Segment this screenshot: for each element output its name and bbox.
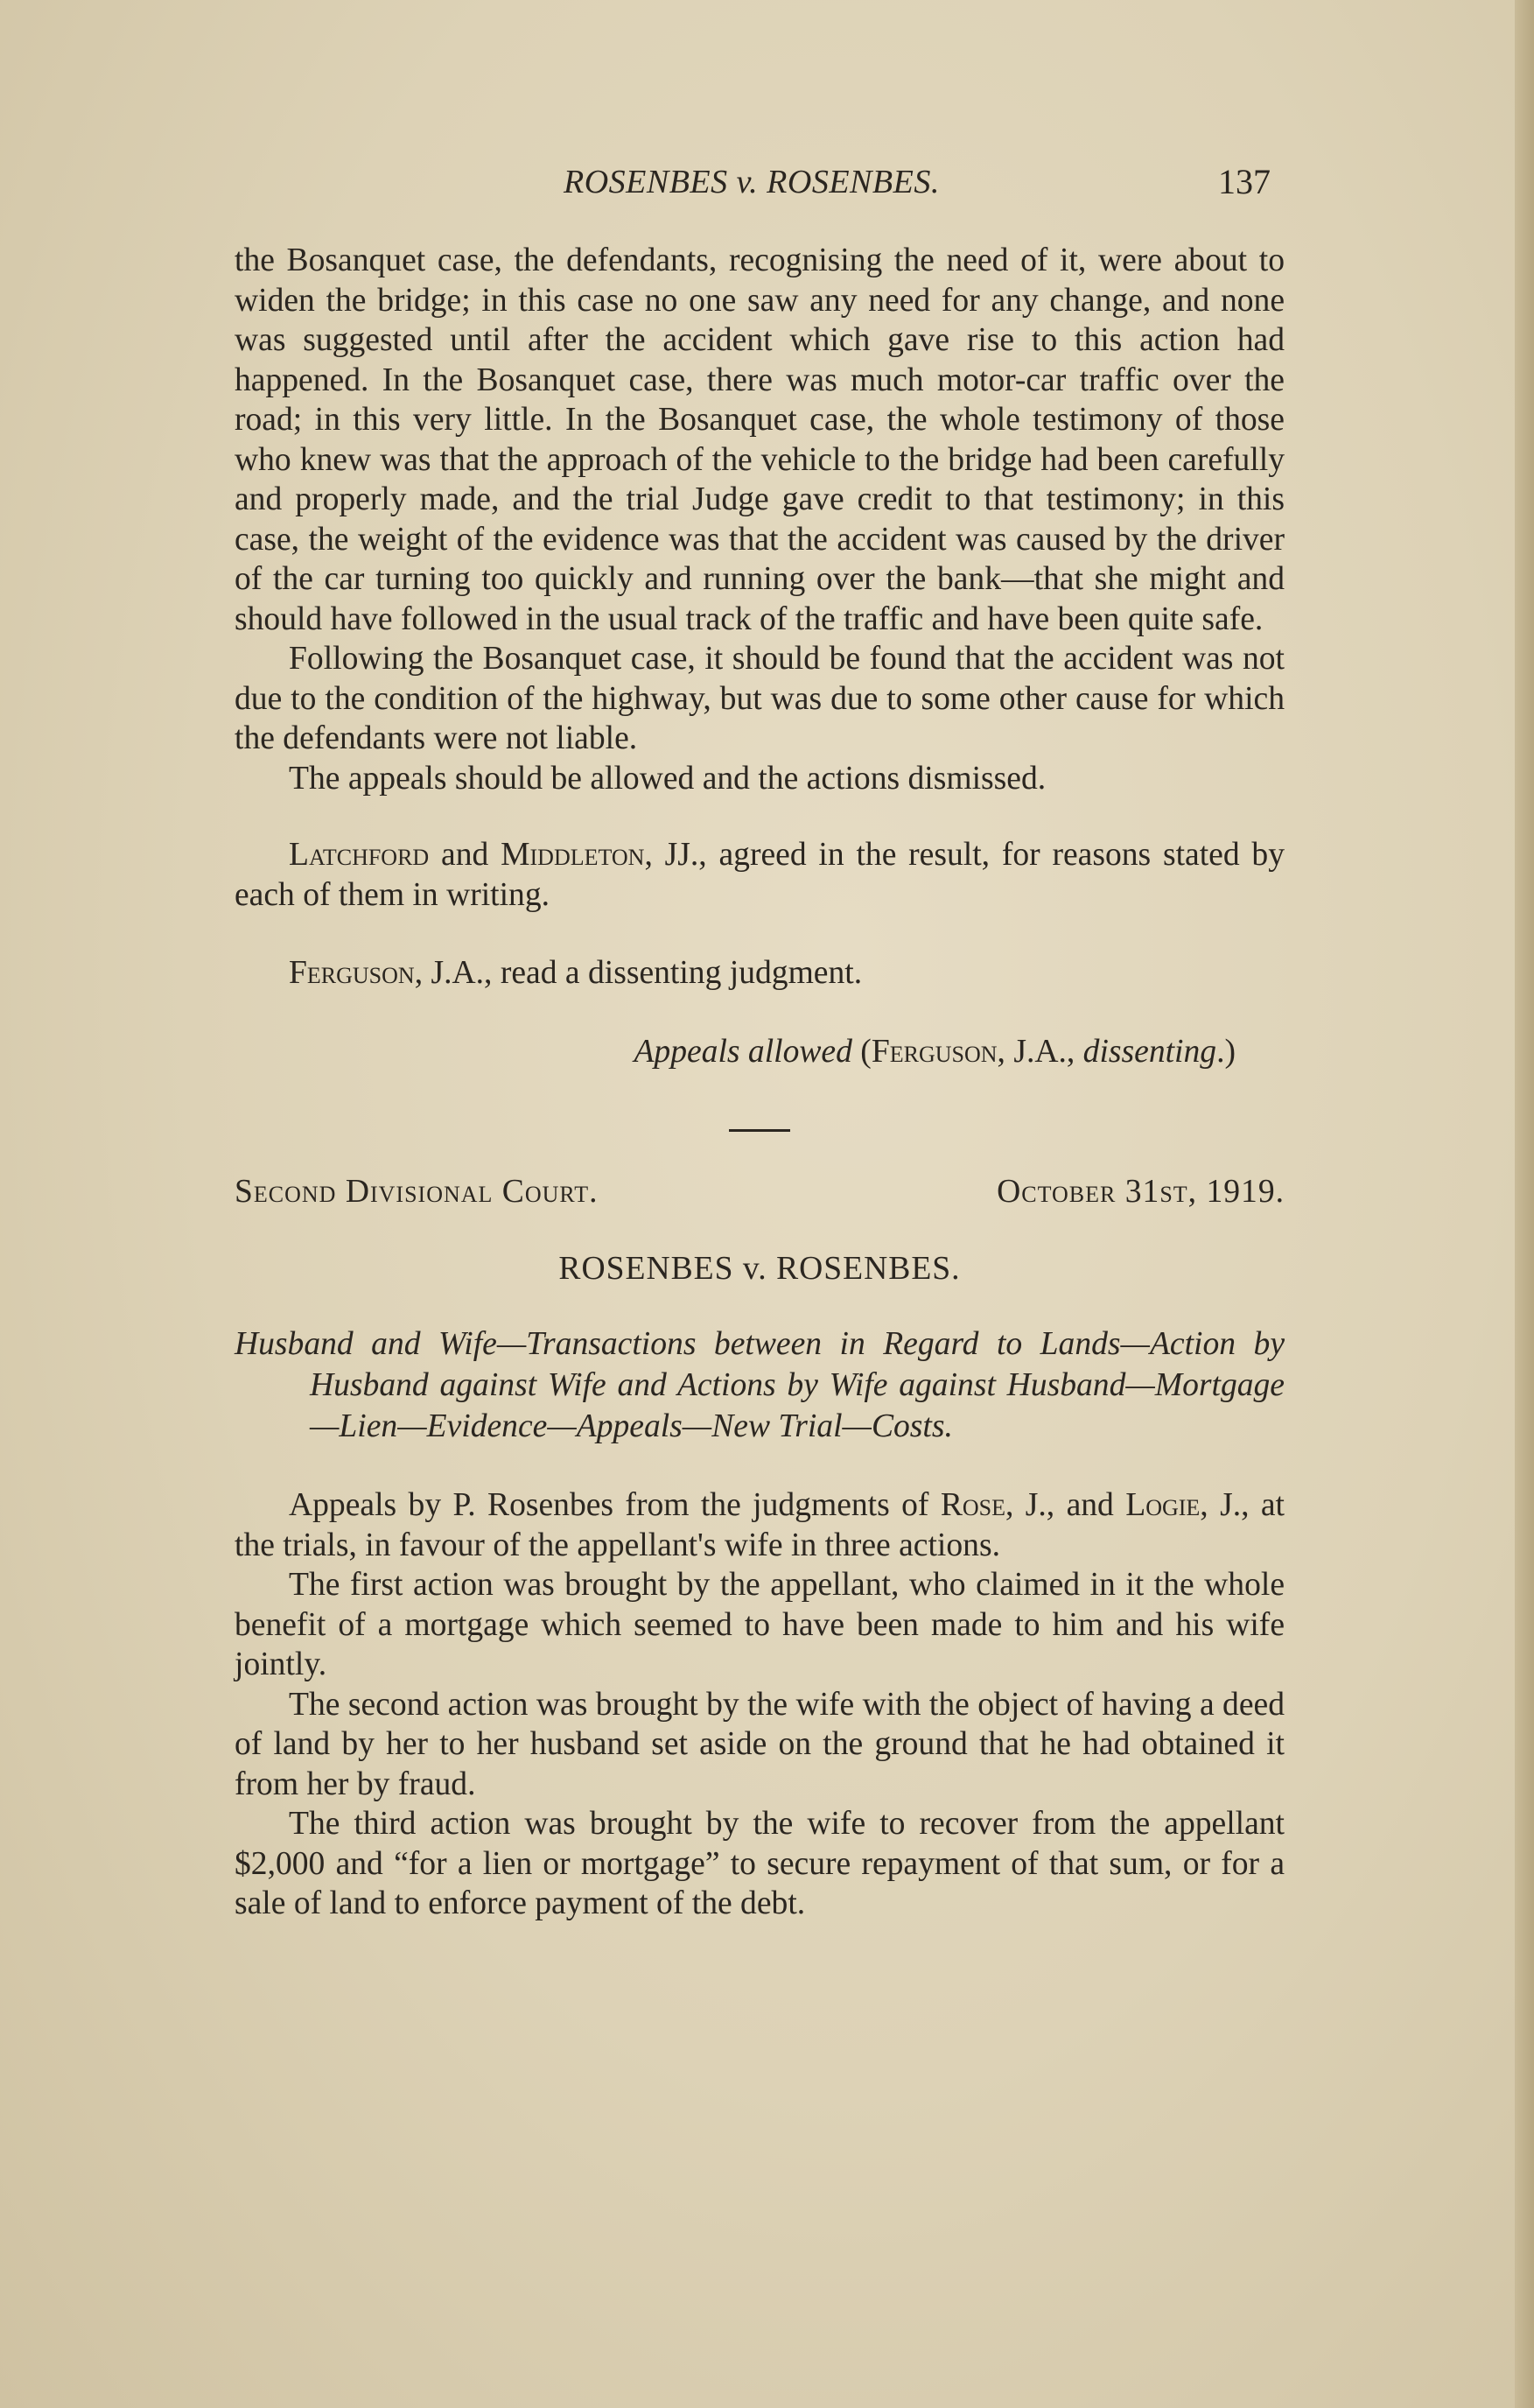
headnote: Husband and Wife—Transactions between in Regard to Lands—Action by Husband against Wife and Actions by Wife against Husband—Mortgage—Lien—Evidence—Appeals—New Trial—Costs.	[235, 1326, 1285, 1444]
page-edge-shadow	[1515, 0, 1534, 2408]
text-block	[235, 241, 1285, 1924]
body-paragraph: The first action was brought by the appellant, who claimed in it the whole benefit of a mortgage which seemed to have been made to him and his wife jointly.	[235, 1567, 1285, 1682]
judge-name: Rose	[940, 1487, 1005, 1523]
running-head	[233, 163, 1283, 212]
court-line	[235, 1172, 1285, 1212]
court-name: Second Divisional Court.	[235, 1174, 599, 1210]
disposition-line: Appeals allowed (Ferguson, J.A., dissenting.)	[634, 1033, 1236, 1070]
page-number: 137	[1218, 162, 1271, 201]
case-title: ROSENBES v. ROSENBES.	[558, 1250, 961, 1287]
body-paragraph: Appeals by P. Rosenbes from the judgments of Rose, J., and Logie, J., at the trials, in favour of the appellant's wife in three actions.	[235, 1487, 1285, 1563]
judge-name: Middleton	[501, 837, 645, 873]
judge-name: Latchford	[289, 837, 430, 873]
section-divider	[729, 1129, 790, 1132]
paragraph-following: Following the Bosanquet case, it should be found that the accident was not due to the condition of the highway, but was due to some other cause for which the defendants were not liable.	[235, 641, 1285, 756]
dissent-paragraph: Ferguson, J.A., read a dissenting judgment.	[289, 955, 863, 991]
body-paragraph: The third action was brought by the wife to recover from the appellant $2,000 and “for a lien or mortgage” to secure repayment of that sum, or for a sale of land to enforce payment of the debt.	[235, 1806, 1285, 1921]
court-date: October 31st, 1919.	[997, 1174, 1285, 1210]
body-paragraph: The second action was brought by the wife with the object of having a deed of land by her to her husband set aside on the ground that he had obtained it from her by fraud.	[235, 1686, 1285, 1802]
concurrence-paragraph: Latchford and Middleton, JJ., agreed in the result, for reasons stated by each of them in writing.	[235, 837, 1285, 913]
paragraph-continued: the Bosanquet case, the defendants, recognising the need of it, were about to widen the bridge; in this case no one saw any need for any change, and none was suggested until after the accident which gave rise to this action had happened. In the Bosanquet case, there was much motor-car traffic over the road; in this very little. In the Bosanquet case, the whole testimony of those who knew was that the approach of the vehicle to the bridge had been carefully and properly made, and the trial Judge gave credit to that testimony; in this case, the weight of the evidence was that the accident was caused by the driver of the car turning too quickly and running over the bank—that she might and should have followed in the usual track of the traffic and have been quite safe.	[235, 242, 1285, 637]
running-title: ROSENBES v. ROSENBES.	[564, 164, 940, 200]
paragraph-conclusion: The appeals should be allowed and the actions dismissed.	[289, 760, 1047, 797]
judge-name: Ferguson	[289, 955, 415, 991]
judge-name: Logie	[1125, 1487, 1201, 1523]
